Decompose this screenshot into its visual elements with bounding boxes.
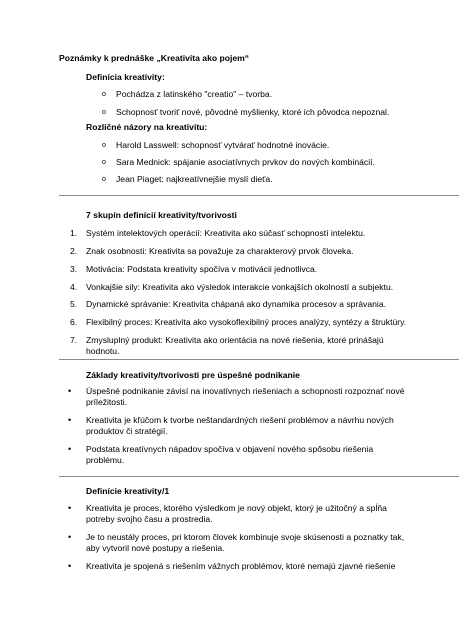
list-number: 2.	[70, 246, 78, 256]
bullet-icon: •	[68, 415, 72, 425]
list-item-line: Kreativita je kľúčom k tvorbe neštandardných riešení problémov a návrhu nových	[86, 415, 394, 425]
list-item: Harold Lasswell: schopnosť vytvárať hodnotné inovácie.	[116, 140, 330, 150]
list-item: Systém intelektových operácií: Kreativita ako súčasť schopností intelektu.	[86, 228, 366, 238]
list-number: 3.	[70, 264, 78, 274]
list-item-line: aby vytvoril nové postupy a riešenia.	[86, 543, 225, 553]
list-item-line: problému.	[86, 455, 125, 465]
section-heading-definition: Definícia kreativity:	[86, 72, 165, 82]
section-heading-seven-groups: 7 skupín definícií kreativity/tvorivosti	[86, 210, 237, 220]
section-heading-views: Rozličné názory na kreativitu:	[86, 122, 208, 132]
list-item-line: Je to neustály proces, pri ktorom človek kombinuje svoje skúsenosti a poznatky tak,	[86, 532, 405, 542]
circle-bullet-icon: o	[102, 91, 106, 98]
section-divider	[59, 359, 459, 360]
list-item-line: hodnotu.	[86, 346, 120, 356]
list-item: Motivácia: Podstata kreativity spočíva v motivácii jednotlivca.	[86, 264, 318, 274]
list-number: 4.	[70, 282, 78, 292]
section-heading-foundations: Základy kreativity/tvorivosti pre úspešné podnikanie	[86, 370, 300, 380]
list-item: Schopnosť tvoriť nové, pôvodné myšlienky, ktoré ich pôvodca nepoznal.	[116, 107, 390, 117]
list-item-line: potreby svojho času a prostredia.	[86, 514, 213, 524]
bullet-icon: •	[68, 444, 72, 454]
list-item-line: Úspešné podnikanie závisí na inovatívnych riešeniach a schopnosti rozpoznať nové	[86, 386, 405, 396]
document-title: Poznámky k prednáške „Kreativita ako pojem“	[59, 53, 250, 63]
list-item: Vonkajšie sily: Kreativita ako výsledok interakcie vonkajších okolností a subjektu.	[86, 282, 394, 292]
list-item-line: Kreativita je proces, ktorého výsledkom je nový objekt, ktorý je užitočný a spĺňa	[86, 503, 387, 513]
list-item-line: Podstata kreatívnych nápadov spočíva v objavení nového spôsobu riešenia	[86, 444, 374, 454]
list-number: 1.	[70, 228, 78, 238]
bullet-icon: •	[68, 532, 72, 542]
circle-bullet-icon: o	[102, 176, 106, 183]
circle-bullet-icon: o	[102, 159, 106, 166]
list-item-line: produktov či stratégií.	[86, 426, 168, 436]
list-item: Dynamické správanie: Kreativita chápaná ako dynamika procesov a správania.	[86, 299, 386, 309]
list-item-line: Zmysluplný produkt: Kreativita ako orientácia na nové riešenia, ktoré prinášajú	[86, 335, 384, 345]
list-item-line: Kreativita je spojená s riešením vážnych problémov, ktoré nemajú zjavné riešenie	[86, 561, 396, 571]
list-number: 7.	[70, 335, 78, 345]
section-divider	[59, 195, 459, 196]
list-item-line: príležitosti.	[86, 397, 128, 407]
list-item: Jean Piaget: najkreatívnejšie myslí dieťa.	[116, 174, 273, 184]
bullet-icon: •	[68, 503, 72, 513]
section-heading-definitions-1: Definície kreativity/1	[86, 486, 170, 496]
bullet-icon: •	[68, 561, 72, 571]
circle-bullet-icon: o	[102, 142, 106, 149]
list-item: Flexibilný proces: Kreativita ako vysokoflexibilný proces analýzy, syntézy a štruktúry.	[86, 317, 407, 327]
list-item: Znak osobnosti: Kreativita sa považuje za charakterový prvok človeka.	[86, 246, 354, 256]
list-number: 6.	[70, 317, 78, 327]
section-divider	[59, 476, 459, 477]
circle-bullet-icon: o	[102, 109, 106, 116]
list-number: 5.	[70, 299, 78, 309]
bullet-icon: •	[68, 386, 72, 396]
list-item: Pochádza z latinského "creatio" – tvorba.	[116, 89, 273, 99]
list-item: Sara Mednick: spájanie asociatívnych prvkov do nových kombinácií.	[116, 157, 375, 167]
